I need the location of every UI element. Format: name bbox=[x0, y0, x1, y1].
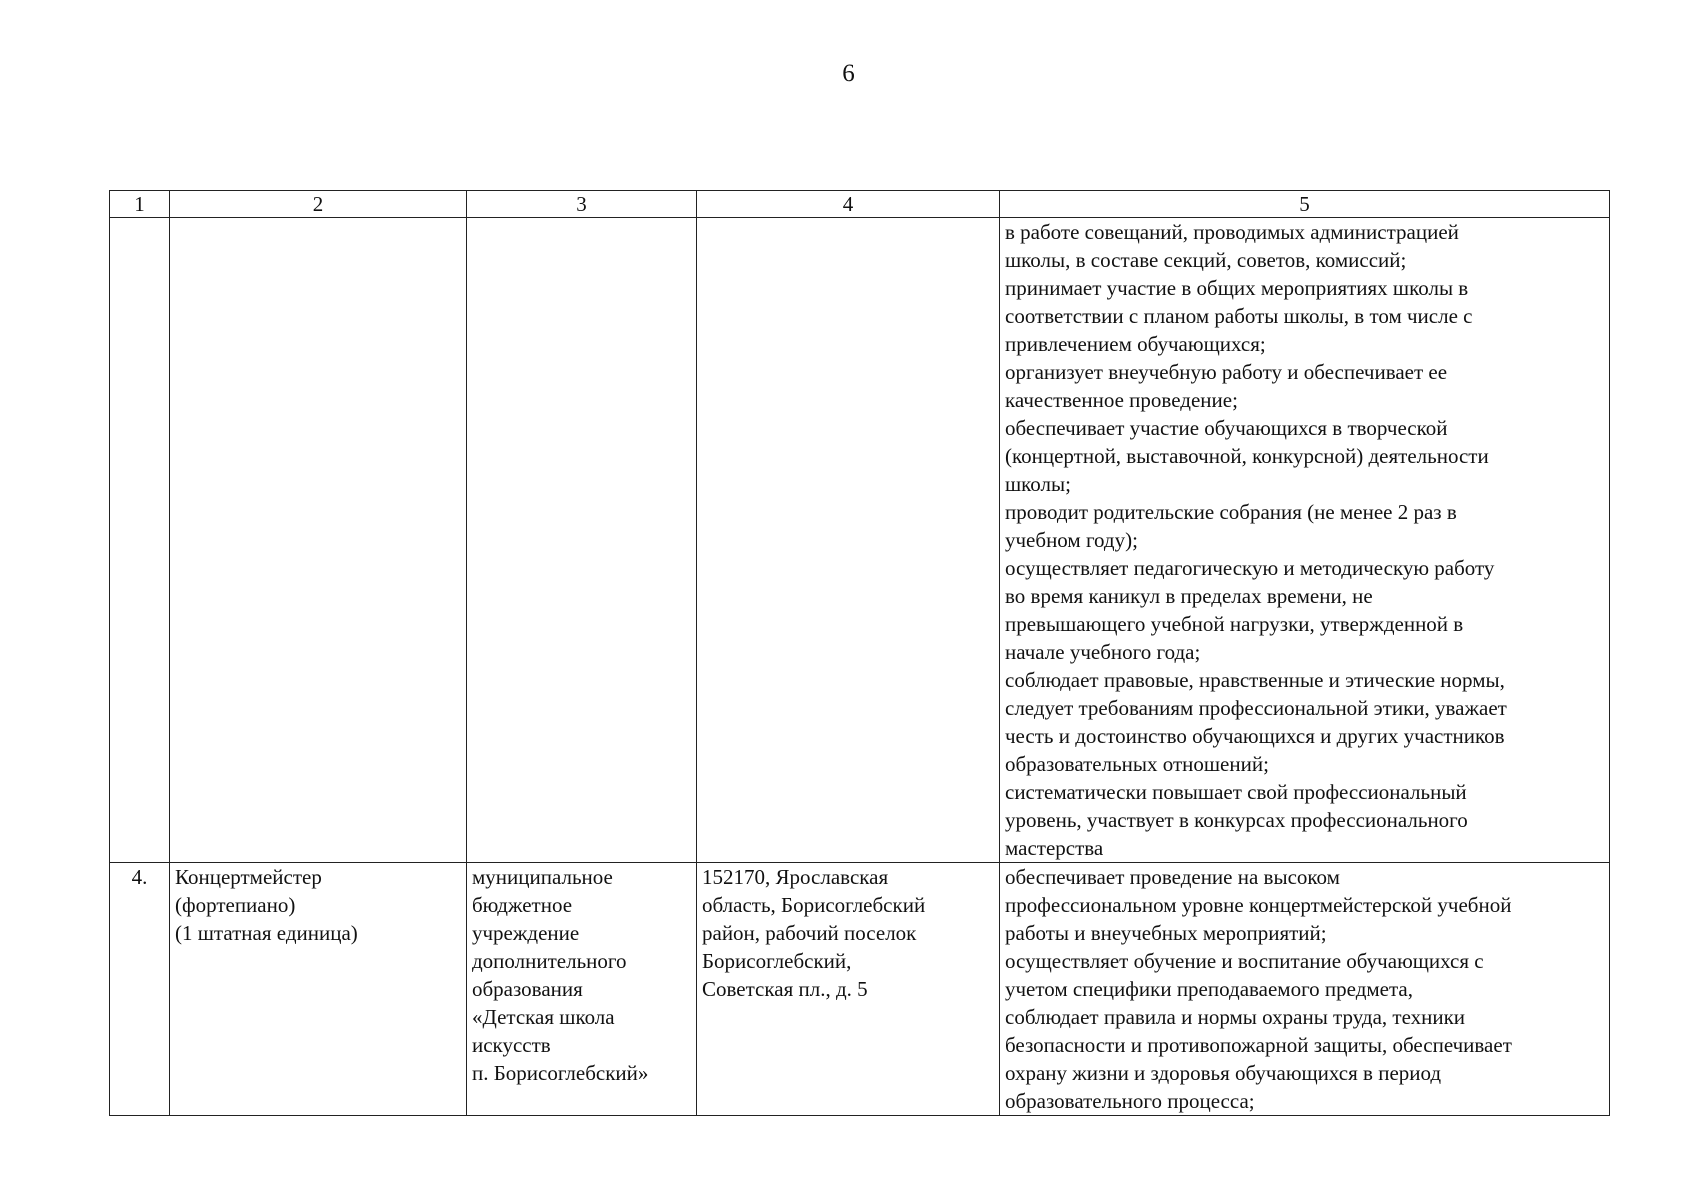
duty-line: учебном году); bbox=[1005, 528, 1138, 552]
cell-position bbox=[170, 863, 467, 1116]
institution-line: учреждение bbox=[472, 921, 580, 945]
duty-line: уровень, участвует в конкурсах профессионального bbox=[1005, 808, 1468, 832]
duty-line: школы, в составе секций, советов, комиссий; bbox=[1005, 248, 1407, 272]
duty-line: во время каникул в пределах времени, не bbox=[1005, 584, 1373, 608]
cell-duties bbox=[1000, 218, 1610, 863]
duty-line: соответствии с планом работы школы, в том числе с bbox=[1005, 304, 1473, 328]
address-line: область, Борисоглебский bbox=[702, 893, 926, 917]
duty-line: превышающего учебной нагрузки, утвержденной в bbox=[1005, 612, 1464, 636]
duty-line: следует требованиям профессиональной этики, уважает bbox=[1005, 696, 1507, 720]
position-line: Концертмейстер bbox=[175, 865, 322, 889]
duty-line: систематически повышает свой профессиональный bbox=[1005, 780, 1467, 804]
duty-line: образовательных отношений; bbox=[1005, 752, 1269, 776]
address-line: 152170, Ярославская bbox=[702, 865, 889, 889]
institution-line: п. Борисоглебский» bbox=[472, 1061, 649, 1085]
column-header-3: 3 bbox=[467, 191, 697, 218]
address-line: Борисоглебский, bbox=[702, 949, 852, 973]
institution-line: образования bbox=[472, 977, 583, 1001]
column-header-4: 4 bbox=[697, 191, 1000, 218]
table-row-continuation bbox=[110, 218, 1610, 863]
cell-duties bbox=[1000, 863, 1610, 1116]
duty-line: мастерства bbox=[1005, 836, 1104, 860]
column-header-5: 5 bbox=[1000, 191, 1610, 218]
column-header-2: 2 bbox=[170, 191, 467, 218]
header-row bbox=[110, 191, 1610, 218]
duty-line: честь и достоинство обучающихся и других участников bbox=[1005, 724, 1505, 748]
cell-position bbox=[170, 218, 467, 863]
institution-line: искусств bbox=[472, 1033, 551, 1057]
duty-line: соблюдает правовые, нравственные и этические нормы, bbox=[1005, 668, 1505, 692]
address-line: Советская пл., д. 5 bbox=[702, 977, 868, 1001]
table-row-4 bbox=[110, 863, 1610, 1116]
duty-line: организует внеучебную работу и обеспечивает ее bbox=[1005, 360, 1448, 384]
institution-line: «Детская школа bbox=[472, 1005, 615, 1029]
duty-line: осуществляет обучение и воспитание обучающихся с bbox=[1005, 949, 1484, 973]
duty-line: учетом специфики преподаваемого предмета, bbox=[1005, 977, 1414, 1001]
cell-number: 4. bbox=[110, 863, 170, 1116]
page-number: 6 bbox=[842, 60, 855, 87]
duty-line: школы; bbox=[1005, 472, 1071, 496]
staff-table bbox=[109, 190, 1610, 1116]
duty-line: в работе совещаний, проводимых администрацией bbox=[1005, 220, 1459, 244]
position-line: (1 штатная единица) bbox=[175, 921, 358, 945]
cell-address bbox=[697, 218, 1000, 863]
cell-institution bbox=[467, 863, 697, 1116]
duty-line: качественное проведение; bbox=[1005, 388, 1238, 412]
cell-institution bbox=[467, 218, 697, 863]
institution-line: муниципальное bbox=[472, 865, 613, 889]
duty-line: обеспечивает участие обучающихся в творческой bbox=[1005, 416, 1448, 440]
cell-address bbox=[697, 863, 1000, 1116]
duty-line: проводит родительские собрания (не менее 2 раз в bbox=[1005, 500, 1457, 524]
institution-line: дополнительного bbox=[472, 949, 627, 973]
duty-line: профессиональном уровне концертмейстерской учебной bbox=[1005, 893, 1512, 917]
duty-line: осуществляет педагогическую и методическую работу bbox=[1005, 556, 1495, 580]
duty-line: охрану жизни и здоровья обучающихся в период bbox=[1005, 1061, 1442, 1085]
position-line: (фортепиано) bbox=[175, 893, 296, 917]
duty-line: привлечением обучающихся; bbox=[1005, 332, 1266, 356]
duty-line: безопасности и противопожарной защиты, обеспечивает bbox=[1005, 1033, 1512, 1057]
duty-line: принимает участие в общих мероприятиях школы в bbox=[1005, 276, 1469, 300]
duty-line: обеспечивает проведение на высоком bbox=[1005, 865, 1340, 889]
column-header-1: 1 bbox=[110, 191, 170, 218]
duty-line: начале учебного года; bbox=[1005, 640, 1201, 664]
address-line: район, рабочий поселок bbox=[702, 921, 917, 945]
duty-line: образовательного процесса; bbox=[1005, 1089, 1255, 1113]
duty-line: работы и внеучебных мероприятий; bbox=[1005, 921, 1327, 945]
duty-line: соблюдает правила и нормы охраны труда, техники bbox=[1005, 1005, 1466, 1029]
institution-line: бюджетное bbox=[472, 893, 573, 917]
cell-number bbox=[110, 218, 170, 863]
duty-line: (концертной, выставочной, конкурсной) деятельности bbox=[1005, 444, 1489, 468]
